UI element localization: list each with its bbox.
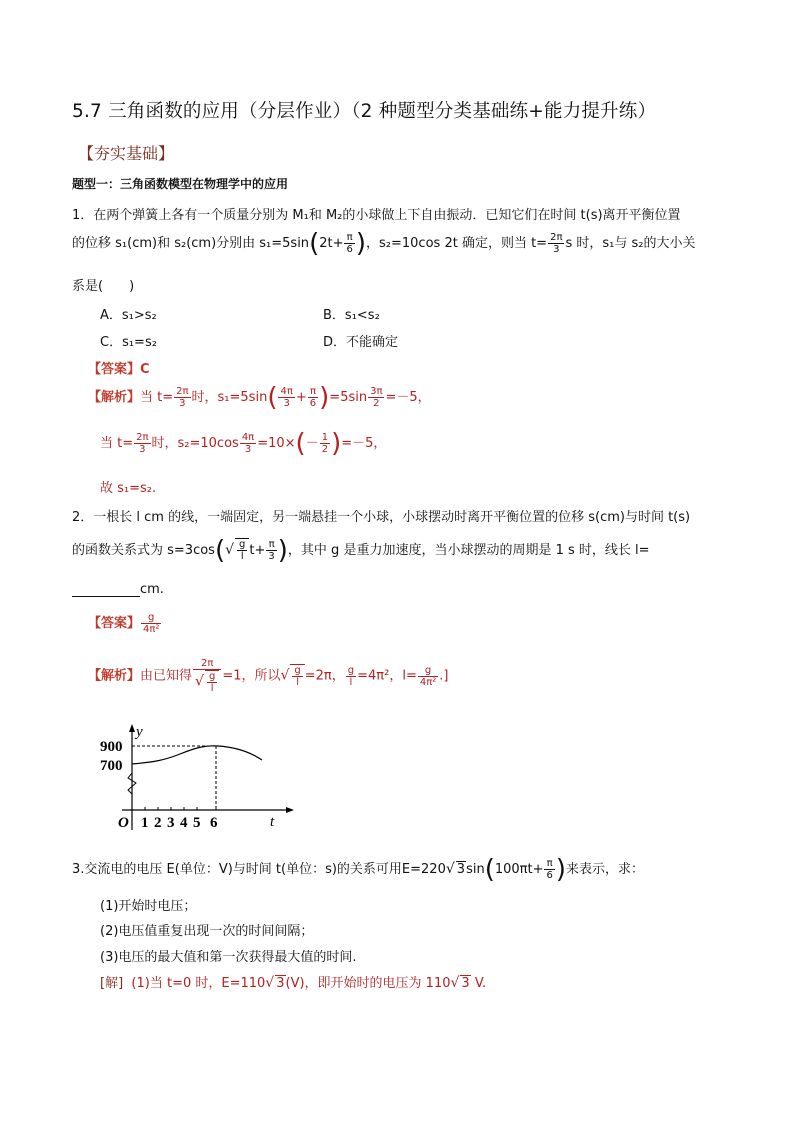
radicand <box>205 670 219 694</box>
numerator: π <box>344 232 354 244</box>
q1-line3: 系是( ) <box>72 279 135 294</box>
q3-text: 100πt+ <box>494 862 544 877</box>
solution-text: 由已知得 <box>140 668 193 684</box>
x-axis-arrow <box>286 807 294 813</box>
denominator: l <box>349 676 353 688</box>
q1-solution-line2 <box>100 428 387 459</box>
solution-text: 当 t= <box>140 390 174 405</box>
fraction-4pi-3 <box>278 386 294 409</box>
paren-open: ( <box>309 228 320 259</box>
sqrt-icon: √ <box>195 673 204 690</box>
minus-sign: － <box>305 436 319 451</box>
denominator: l <box>240 551 244 562</box>
fraction-2pi-sqrt <box>193 658 221 694</box>
numerator: 2π <box>176 386 189 397</box>
q2-line1: 2．一根长 l cm 的线，一端固定，另一端悬挂一个小球，小球摆动时离开平衡位置的位移 s(cm)与时间 t(s) <box>72 510 691 525</box>
q2-line3 <box>72 582 164 597</box>
denominator <box>193 670 221 694</box>
graph-labels <box>100 724 275 831</box>
numerator: π <box>308 386 318 398</box>
denominator: 3 <box>283 398 290 409</box>
fraction-pi-6 <box>544 858 554 881</box>
q1-line2-text-c: ，s₂=10cos 2t 确定，则当 t= <box>366 236 548 251</box>
numerator: g <box>294 664 301 676</box>
denominator: 3 <box>553 244 560 255</box>
q3-text: 来表示，求： <box>566 862 645 877</box>
radicand <box>290 664 304 688</box>
radicand: 3 <box>461 976 470 991</box>
sqrt-icon: √ <box>450 975 460 991</box>
numerator: 2π <box>136 432 149 443</box>
paren-close: ) <box>355 228 367 259</box>
denominator: 3 <box>179 398 186 409</box>
q1-option-a: A．s₁>s₂ <box>100 308 157 323</box>
y-axis-arrow <box>129 724 135 732</box>
paren-close: ) <box>277 535 288 566</box>
solution-text: .] <box>439 668 449 684</box>
numerator: π <box>544 858 554 870</box>
x-tick-2: 2 <box>154 815 162 831</box>
numerator: 3π <box>370 386 383 397</box>
q2-line2 <box>72 535 650 566</box>
q2-text: cm. <box>140 582 164 597</box>
q2-solution <box>88 658 448 694</box>
q2-answer <box>88 612 162 635</box>
numerator: 1 <box>321 432 329 443</box>
denominator: l <box>210 683 214 694</box>
q3-solution <box>100 972 486 991</box>
solution-text: =10× <box>257 436 296 451</box>
denominator: 6 <box>546 870 553 881</box>
fraction-g-l <box>292 665 302 688</box>
q2-text: t+ <box>249 543 266 558</box>
fraction-pi-6 <box>344 232 354 255</box>
fraction-pi-3 <box>266 539 276 562</box>
solution-text: (V)，即开始时的电压为 110 <box>285 976 451 991</box>
q1-option-c: C．s₁=s₂ <box>100 335 157 350</box>
solution-text: 时，s₁=5sin <box>191 390 268 405</box>
q1-line2-text-d: s 时，s₁与 s₂的大小关 <box>565 236 696 251</box>
denominator: 6 <box>346 244 353 255</box>
q2-text: 的函数关系式为 s=3cos <box>72 543 215 558</box>
solution-text: =4π²，l= <box>357 668 417 684</box>
q1-solution-line1: 【解析】当 t= $\frac{2\pi}{3}$ 时，s₁=5sin( $\frac{4\pi}{3}$ + $\frac{\pi}{6}$ )=5sin $\frac{3\pi}{2}$ =－5， <box>88 382 431 413</box>
sqrt-icon: √ <box>280 667 290 684</box>
denominator: 3 <box>244 444 252 455</box>
numerator: 2π <box>550 232 563 243</box>
numerator: g <box>347 664 355 676</box>
paren-open: ( <box>295 428 306 459</box>
fraction-4pi-3 <box>240 432 256 455</box>
q1-line2-text-b: 2t+ <box>319 236 344 251</box>
q1-solution-line3: 故 s₁=s₂. <box>100 481 157 496</box>
x-tick-4: 4 <box>180 815 188 831</box>
paren-close: ) <box>555 854 567 885</box>
answer-blank[interactable] <box>72 584 140 597</box>
paren-open: ( <box>214 535 226 566</box>
denominator: 2 <box>373 398 380 409</box>
denominator: 2 <box>321 444 329 455</box>
solution-text: =－5， <box>341 436 387 451</box>
curve <box>132 746 262 764</box>
paren-close: ) <box>331 428 342 459</box>
solution-text: =2π， <box>304 668 345 684</box>
denominator: 3 <box>139 444 146 455</box>
radicand <box>235 538 249 562</box>
x-tick-1: 1 <box>141 815 149 831</box>
fraction-pi-6 <box>308 386 318 409</box>
section-heading: 【夯实基础】 <box>78 144 175 163</box>
q1-option-b: B．s₁<s₂ <box>323 308 380 323</box>
fraction-1-2 <box>320 432 330 455</box>
fraction-2pi-3 <box>548 232 564 255</box>
paren-close: ) <box>319 382 330 413</box>
x-tick-6: 6 <box>210 815 218 831</box>
radicand: 3 <box>456 862 466 877</box>
page-title: 5.7 三角函数的应用（分层作业）（2 种题型分类基础练+能力提升练） <box>72 101 657 122</box>
q3-line1 <box>72 854 645 885</box>
y-axis-label: y <box>136 724 143 740</box>
solution-text: =1，所以 <box>222 668 281 684</box>
sqrt-icon: √ <box>265 975 275 991</box>
numerator: 4π <box>280 386 293 397</box>
solution-text: =－5， <box>385 390 431 405</box>
fraction-g-l <box>237 539 247 562</box>
q3-text: sin <box>466 862 485 877</box>
paren-open: ( <box>484 854 495 885</box>
q3-item2: (2)电压值重复出现一次的时间间隔； <box>100 924 314 939</box>
solution-text: V. <box>470 976 487 991</box>
numerator: g <box>239 539 246 550</box>
numerator: 2π <box>193 658 221 670</box>
solution-tag: 【解析】 <box>88 668 141 684</box>
fraction-g-l <box>207 671 217 694</box>
origin-label: O <box>118 815 129 831</box>
solution-tag: 【解析】 <box>88 390 141 405</box>
q3-item3: (3)电压的最大值和第一次获得最大值的时间. <box>100 950 357 965</box>
sqrt-icon: √ <box>445 861 455 877</box>
q1-line1: 1．在两个弹簧上各有一个质量分别为 M₁和 M₂的小球做上下自由振动．已知它们在时间 t(s)离开平衡位置 <box>72 208 681 223</box>
numerator: g <box>418 665 438 677</box>
q3-text: 3.交流电的电压 E(单位：V)与时间 t(单位：s)的关系可用E=220 <box>72 862 446 877</box>
q1-answer <box>88 358 150 377</box>
numerator: g <box>141 612 161 624</box>
function-graph <box>100 718 300 838</box>
q1-option-d: D．不能确定 <box>323 335 399 350</box>
fraction-g-l <box>346 665 356 688</box>
solution-text: =5sin <box>329 390 368 405</box>
q3-item1: (1)开始时电压； <box>100 899 197 914</box>
x-tick-5: 5 <box>193 815 201 831</box>
answer-value: C <box>140 362 150 377</box>
q2-text: ，其中 g 是重力加速度，当小球摆动的周期是 1 s 时，线长 l= <box>287 543 650 558</box>
y-tick-900: 900 <box>100 739 123 755</box>
numerator: π <box>266 539 276 551</box>
sqrt-icon: √ <box>225 542 235 558</box>
x-axis-label: t <box>270 814 275 830</box>
numerator: 4π <box>241 432 255 443</box>
denominator: 4π² <box>419 676 437 688</box>
solution-tag: [解] <box>100 976 124 991</box>
denominator: 3 <box>268 551 275 562</box>
y-tick-700: 700 <box>100 758 123 774</box>
fraction-g-4pi2 <box>418 665 438 688</box>
denominator: l <box>296 676 299 688</box>
answer-tag: 【答案】 <box>88 616 141 631</box>
denominator: 6 <box>309 398 317 409</box>
solution-text: (1)当 t=0 时，E=110 <box>131 976 266 991</box>
solution-text: 当 t= <box>100 436 134 451</box>
answer-tag: 【答案】 <box>88 362 141 377</box>
paren-open: ( <box>267 382 278 413</box>
x-tick-3: 3 <box>167 815 175 831</box>
question-type-label: 题型一：三角函数模型在物理学中的应用 <box>72 177 289 191</box>
fraction-g-4pi2 <box>141 612 161 635</box>
fraction-3pi-2 <box>368 386 384 409</box>
solution-text: 时，s₂=10cos <box>151 436 239 451</box>
numerator: g <box>208 671 216 682</box>
q1-line2-text-a: 的位移 s₁(cm)和 s₂(cm)分别由 s₁=5sin <box>72 236 310 251</box>
radicand: 3 <box>276 976 285 991</box>
denominator: 4π² <box>143 624 160 635</box>
fraction-2pi-3 <box>134 432 150 455</box>
fraction-2pi-3 <box>174 386 190 409</box>
q1-line2 <box>72 228 696 259</box>
